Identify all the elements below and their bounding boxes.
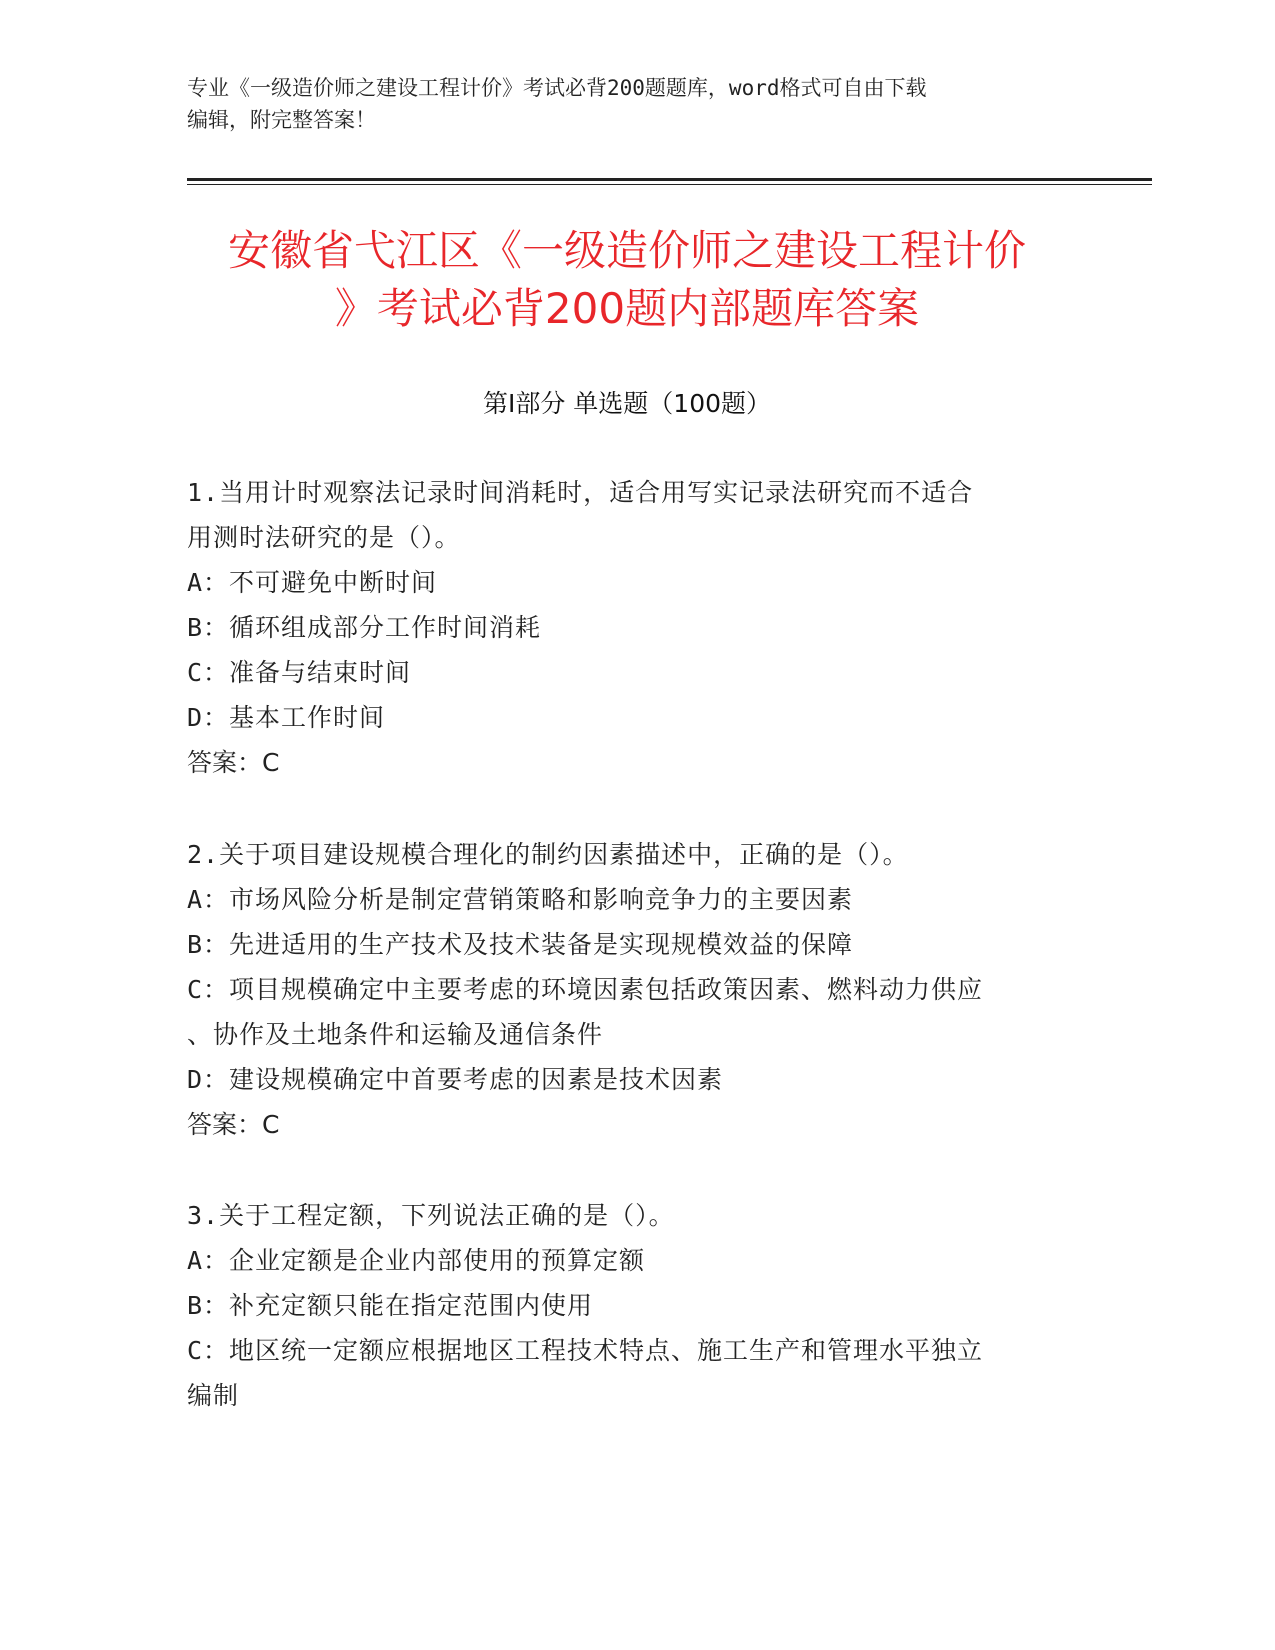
question-1-option-c: C：准备与结束时间	[187, 658, 412, 687]
section-heading: 第Ⅰ部分 单选题（100题）	[482, 389, 772, 418]
question-3-option-b: B：补充定额只能在指定范围内使用	[187, 1291, 594, 1320]
question-3-option-c-line-1: C：地区统一定额应根据地区工程技术特点、施工生产和管理水平独立	[187, 1336, 984, 1365]
question-1-stem-line-1: 1.当用计时观察法记录时间消耗时，适合用写实记录法研究而不适合	[187, 478, 974, 507]
document-title	[187, 222, 1067, 338]
question-block-2	[187, 832, 1067, 1147]
question-2-option-c-line-1: C：项目规模确定中主要考虑的环境因素包括政策因素、燃料动力供应	[187, 975, 984, 1004]
question-1-option-a: A：不可避免中断时间	[187, 568, 438, 597]
question-1-stem-line-2: 用测时法研究的是（）。	[187, 523, 461, 552]
question-2-answer: 答案：C	[187, 1110, 280, 1139]
document-title-line-2: 》考试必背200题内部题库答案	[334, 284, 920, 333]
document-title-line-1: 安徽省弋江区《一级造价师之建设工程计价	[227, 226, 1026, 275]
question-2-option-a: A：市场风险分析是制定营销策略和影响竞争力的主要因素	[187, 885, 854, 914]
question-2-option-d: D：建设规模确定中首要考虑的因素是技术因素	[187, 1065, 724, 1094]
header-note-line-1: 专业《一级造价师之建设工程计价》考试必背200题题库，word格式可自由下载	[187, 76, 927, 100]
question-1-option-b: B：循环组成部分工作时间消耗	[187, 613, 542, 642]
question-3-option-c-line-2: 编制	[187, 1381, 240, 1410]
question-3-option-a: A：企业定额是企业内部使用的预算定额	[187, 1246, 646, 1275]
question-2-option-b: B：先进适用的生产技术及技术装备是实现规模效益的保障	[187, 930, 854, 959]
header-divider-thin	[187, 184, 1152, 185]
question-block-3	[187, 1193, 1067, 1418]
question-2-stem-line-1: 2.关于项目建设规模合理化的制约因素描述中，正确的是（）。	[187, 840, 909, 869]
header-note-line-2: 编辑，附完整答案！	[187, 108, 376, 132]
header-note	[187, 72, 1067, 136]
question-3-stem-line-1: 3.关于工程定额，下列说法正确的是（）。	[187, 1201, 675, 1230]
question-1-option-d: D：基本工作时间	[187, 703, 386, 732]
question-block-1	[187, 470, 1067, 785]
question-2-option-c-line-2: 、协作及土地条件和运输及通信条件	[187, 1020, 604, 1049]
header-divider-thick	[187, 178, 1152, 181]
question-1-answer: 答案：C	[187, 748, 280, 777]
